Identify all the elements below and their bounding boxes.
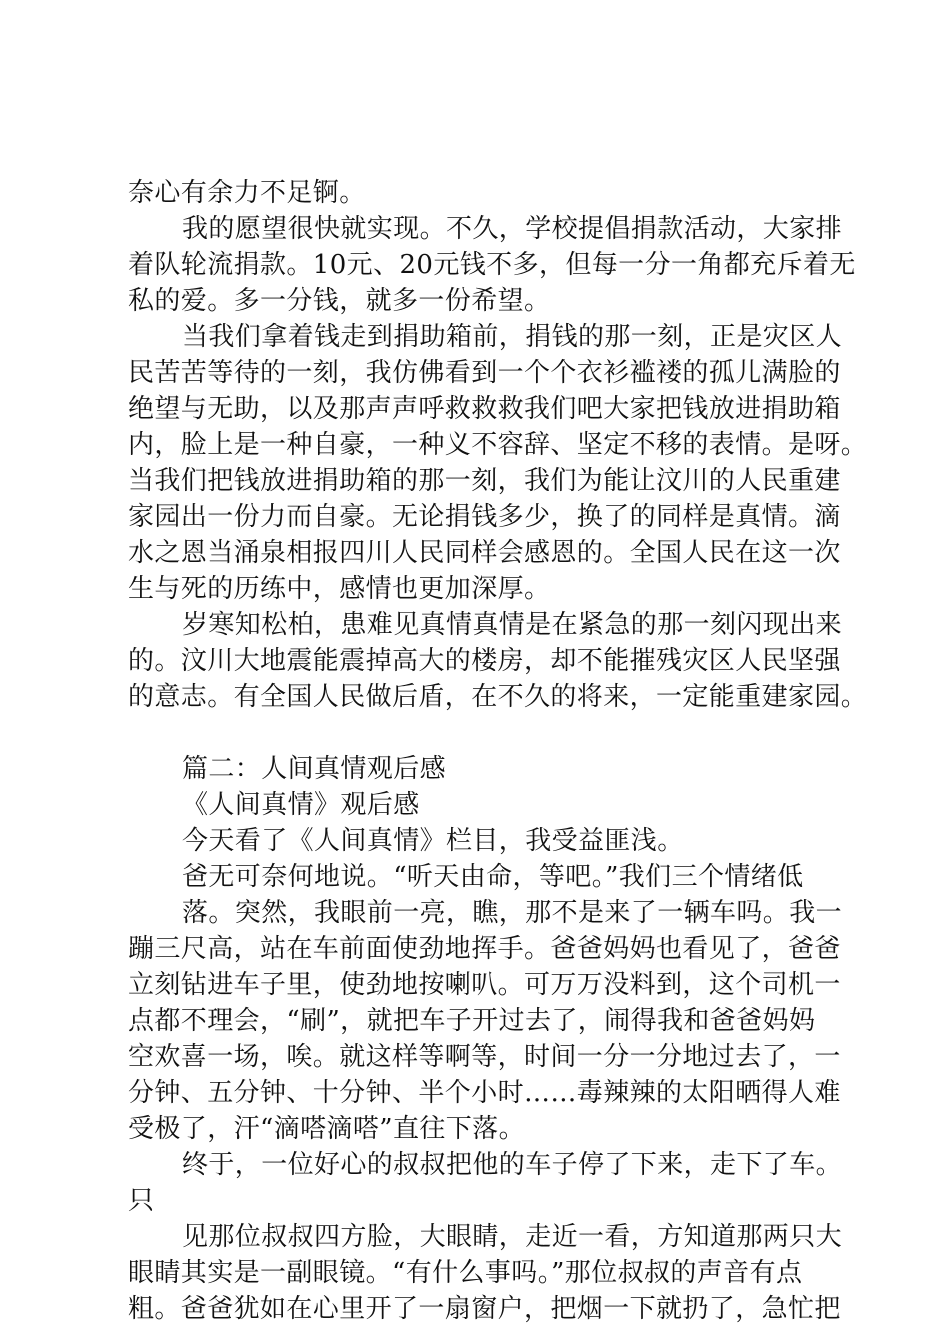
text-line: 蹦三尺高，站在车前面使劲地挥手。爸爸妈妈也看见了，爸爸 xyxy=(128,934,841,964)
text-line: 私的爱。多一分钱，就多一份希望。 xyxy=(128,286,551,316)
text-line: 只 xyxy=(128,1186,155,1216)
text-line: 空欢喜一场，唉。就这样等啊等，时间一分一分地过去了，一 xyxy=(128,1042,841,1072)
text-line: 粗。爸爸犹如在心里开了一扇窗户，把烟一下就扔了，急忙把 xyxy=(128,1294,841,1324)
text-line: 着队轮流捐款。10元、20元钱不多，但每一分一角都充斥着无 xyxy=(128,250,856,280)
text-line: 民苦苦等待的一刻，我仿佛看到一个个衣衫褴褛的孤儿满脸的 xyxy=(128,358,841,388)
article-title: 《人间真情》观后感 xyxy=(182,790,420,820)
text-line: 今天看了《人间真情》栏目，我受益匪浅。 xyxy=(182,826,684,856)
text-line: 爸无可奈何地说。“听天由命，等吧。”我们三个情绪低 xyxy=(182,862,804,892)
text-line: 受极了，汗“滴嗒滴嗒”直往下落。 xyxy=(128,1114,525,1144)
text-line: 分钟、五分钟、十分钟、半个小时……毒辣辣的太阳晒得人难 xyxy=(128,1078,841,1108)
text-line: 点都不理会，“刷”，就把车子开过去了，闹得我和爸爸妈妈 xyxy=(128,1006,816,1036)
text-line: 家园出一份力而自豪。无论捐钱多少，换了的同样是真情。滴 xyxy=(128,502,841,532)
text-line: 当我们把钱放进捐助箱的那一刻，我们为能让汶川的人民重建 xyxy=(128,466,841,496)
text-line: 见那位叔叔四方脸，大眼睛，走近一看，方知道那两只大 xyxy=(182,1222,843,1252)
text-line: 我的愿望很快就实现。不久，学校提倡捐款活动，大家排 xyxy=(182,214,843,244)
text-line: 当我们拿着钱走到捐助箱前，捐钱的那一刻，正是灾区人 xyxy=(182,322,843,352)
text-line: 生与死的历练中，感情也更加深厚。 xyxy=(128,574,551,604)
text-line: 的。汶川大地震能震掉高大的楼房，却不能摧残灾区人民坚强 xyxy=(128,646,841,676)
text-line: 落。突然，我眼前一亮，瞧，那不是来了一辆车吗。我一 xyxy=(182,898,843,928)
text-line: 岁寒知松柏，患难见真情真情是在紧急的那一刻闪现出来 xyxy=(182,610,843,640)
section-heading: 篇二：人间真情观后感 xyxy=(182,754,447,784)
text-line: 奈心有余力不足锕。 xyxy=(128,178,366,208)
text-line: 眼睛其实是一副眼镜。“有什么事吗。”那位叔叔的声音有点 xyxy=(128,1258,803,1288)
text-line: 水之恩当涌泉相报四川人民同样会感恩的。全国人民在这一次 xyxy=(128,538,841,568)
text-line: 内，脸上是一种自豪，一种义不容辞、坚定不移的表情。是呀。 xyxy=(128,430,868,460)
text-line: 绝望与无助，以及那声声呼救救救我们吧大家把钱放进捐助箱 xyxy=(128,394,841,424)
text-line: 终于，一位好心的叔叔把他的车子停了下来，走下了车。 xyxy=(182,1150,843,1180)
text-line: 的意志。有全国人民做后盾，在不久的将来，一定能重建家园。 xyxy=(128,682,868,712)
text-line: 立刻钻进车子里，使劲地按喇叭。可万万没料到，这个司机一 xyxy=(128,970,841,1000)
